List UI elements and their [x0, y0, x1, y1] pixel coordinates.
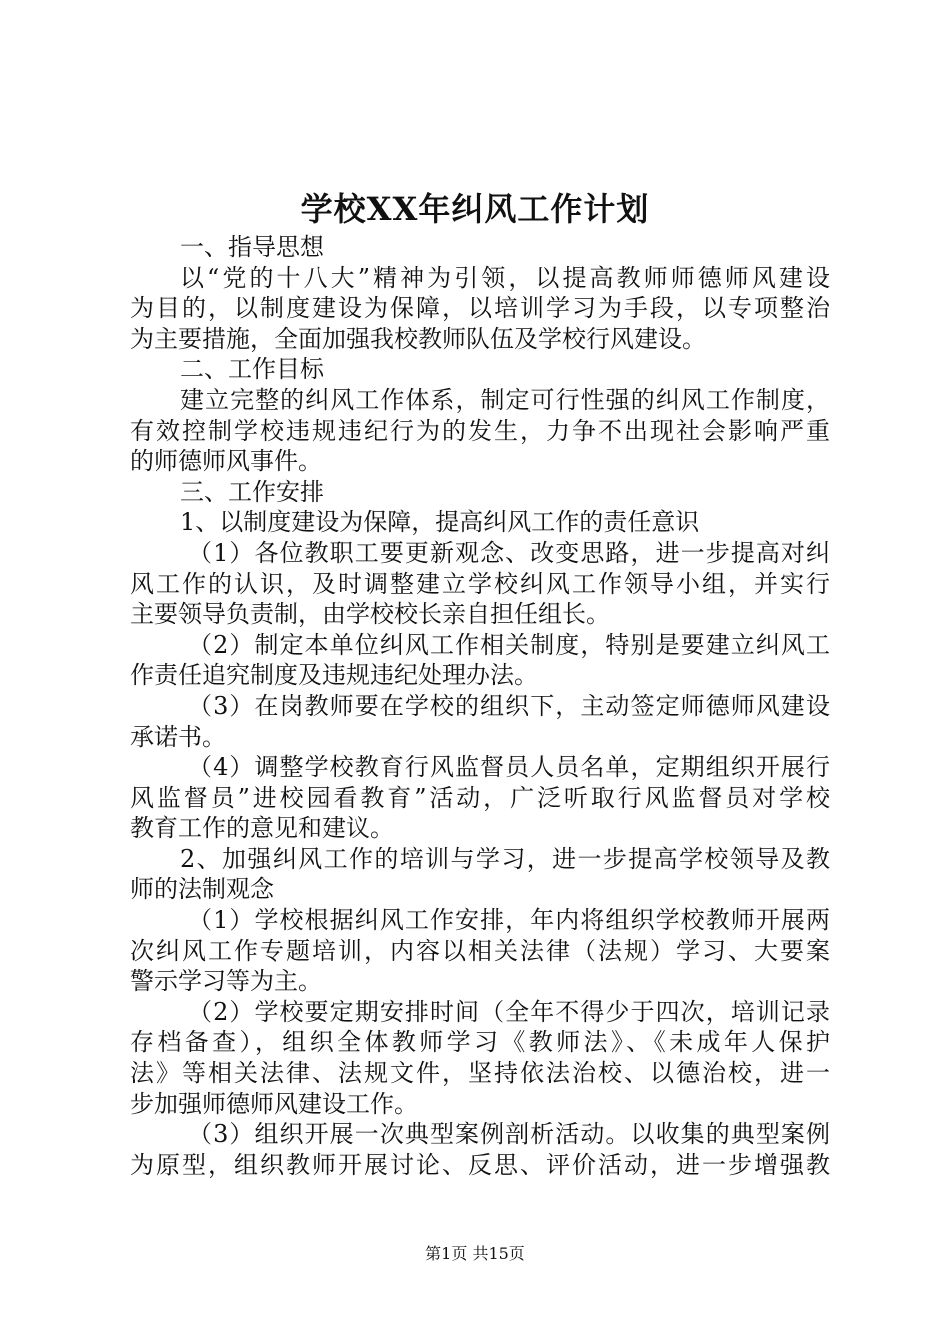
text-line: 存档备查），组织全体教师学习《教师法》、《未成年人保护: [130, 1028, 830, 1057]
page-footer: 第1页 共15页: [425, 1244, 525, 1263]
document-title: 学校XX年纠风工作计划: [300, 190, 650, 228]
text-line: 建立完整的纠风工作体系，制定可行性强的纠风工作制度，: [180, 385, 830, 414]
text-line: 有效控制学校违规违纪行为的发生，力争不出现社会影响严重: [130, 416, 830, 445]
text-line: （3）在岗教师要在学校的组织下，主动签定师德师风建设: [188, 691, 830, 720]
text-line: 承诺书。: [130, 722, 226, 751]
section-heading: 二、工作目标: [180, 355, 324, 384]
text-line: 作责任追究制度及违规违纪处理办法。: [130, 661, 538, 690]
text-line: 为主要措施，全面加强我校教师队伍及学校行风建设。: [130, 324, 706, 353]
text-line: 次纠风工作专题培训，内容以相关法律（法规）学习、大要案: [130, 936, 830, 965]
text-line: 以“党的十八大”精神为引领，以提高教师师德师风建设: [180, 263, 830, 292]
text-line: 警示学习等为主。: [130, 967, 322, 996]
text-line: （2）制定本单位纠风工作相关制度，特别是要建立纠风工: [188, 630, 830, 659]
text-line: 为目的，以制度建设为保障，以培训学习为手段，以专项整治: [130, 294, 830, 323]
text-line: 的师德师风事件。: [130, 447, 322, 476]
text-line: 步加强师德师风建设工作。: [130, 1089, 418, 1118]
text-line: 为原型，组织教师开展讨论、反思、评价活动，进一步增强教: [130, 1150, 830, 1179]
text-line: 风监督员”进校园看教育”活动，广泛听取行风监督员对学校: [130, 783, 830, 812]
text-line: （1）学校根据纠风工作安排，年内将组织学校教师开展两: [188, 906, 830, 935]
text-line: 教育工作的意见和建议。: [130, 814, 394, 843]
text-line: （2）学校要定期安排时间（全年不得少于四次，培训记录: [188, 997, 830, 1026]
subsection-heading: 1、以制度建设为保障，提高纠风工作的责任意识: [180, 508, 700, 537]
subsection-heading: 师的法制观念: [130, 875, 274, 904]
text-line: （3）组织开展一次典型案例剖析活动。以收集的典型案例: [188, 1120, 830, 1149]
subsection-heading: 2、加强纠风工作的培训与学习，进一步提高学校领导及教: [180, 844, 830, 873]
text-line: （4）调整学校教育行风监督员人员名单，定期组织开展行: [188, 753, 830, 782]
document-body: [130, 232, 830, 1180]
text-line: （1）各位教职工要更新观念、改变思路，进一步提高对纠: [188, 538, 830, 567]
text-line: 法》等相关法律、法规文件，坚持依法治校、以德治校，进一: [130, 1059, 830, 1088]
text-line: 风工作的认识，及时调整建立学校纠风工作领导小组，并实行: [130, 569, 830, 598]
section-heading: 一、指导思想: [180, 233, 324, 261]
section-heading: 三、工作安排: [180, 477, 324, 506]
text-line: 主要领导负责制，由学校校长亲自担任组长。: [130, 600, 610, 629]
